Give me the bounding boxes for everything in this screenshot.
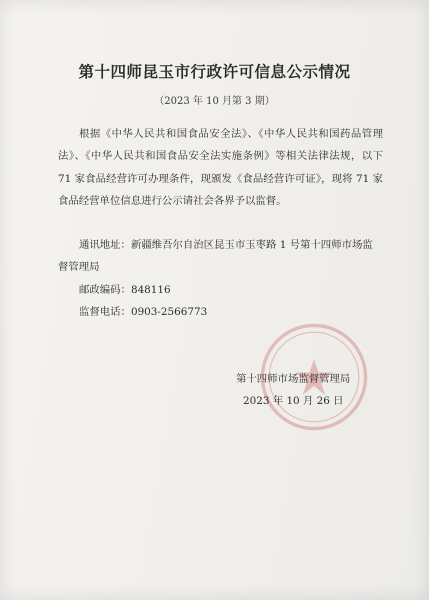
document-title: 第十四师昆玉市行政许可信息公示情况 <box>78 62 351 81</box>
mailing-address: 通讯地址：新疆维吾尔自治区昆玉市玉枣路 1 号第十四师市场监督管理局 <box>58 239 373 274</box>
postal-code: 邮政编码：848116 <box>79 284 171 296</box>
supervision-phone: 监督电话：0903-2566773 <box>79 306 208 318</box>
main-paragraph: 根据《中华人民共和国食品安全法》、《中华人民共和国药品管理法》、《中华人民共和国食品安全法实施条例》等相关法律法规，以下 71 家食品经营许可办理条件，现颁发《食品经营许可证》，现将 71 家食品经营单位信息进行公示请社会各界予以监督。 <box>58 128 383 207</box>
signature-date: 2023 年 10 月 26 日 <box>243 395 344 407</box>
signature-organization: 第十四师市场监督管理局 <box>236 373 351 385</box>
issue-number: （2023 年 10 月第 3 期） <box>154 96 275 107</box>
